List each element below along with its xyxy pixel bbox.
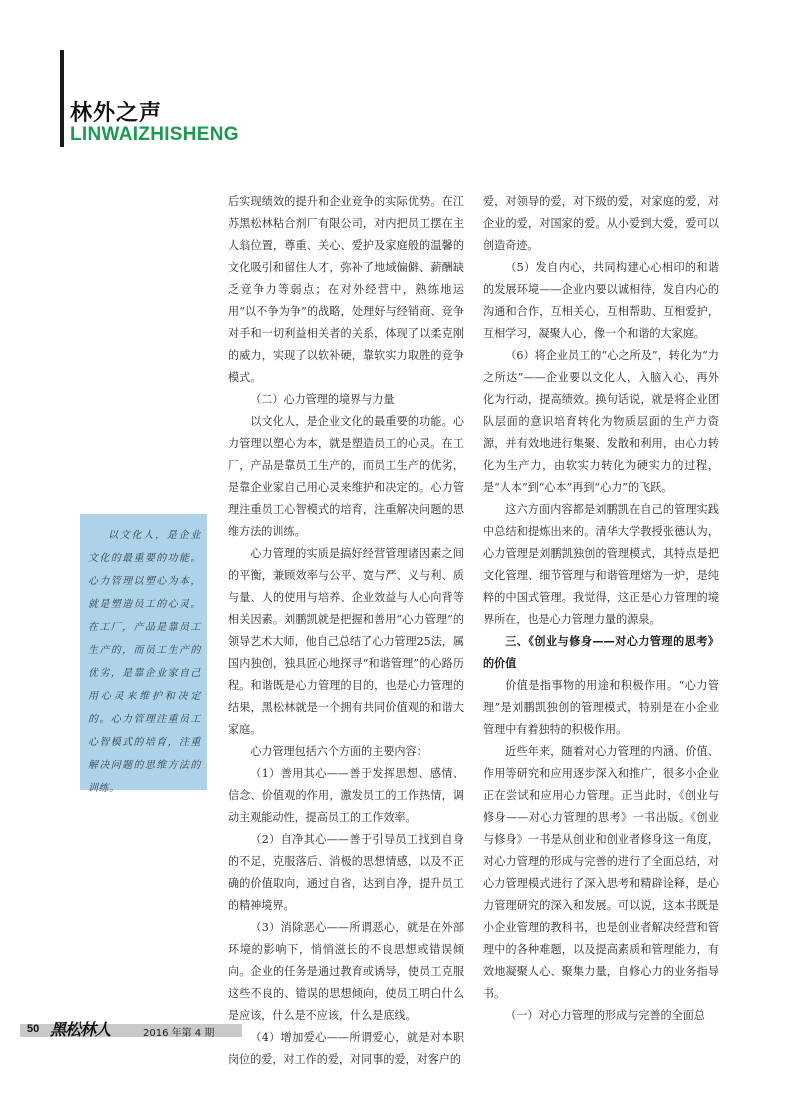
section-title: 林外之声 bbox=[70, 101, 163, 126]
list-item: （6）将企业员工的“心之所及”，转化为“力之所达”——企业要以文化人，入脑入心，再外化为行动，提高绩效。换句话说，就是将企业团队层面的意识培育转化为物质层面的生产力资源，并有效地进行集聚、发散和利用，由心力转化为生产力，由软实力转化为硬实力的过程，是“人本”到“心本”再到“心力”的飞跃。 bbox=[483, 349, 719, 494]
article-column-right bbox=[483, 191, 719, 1027]
subheading: （一）对心力管理的形成与完善的全面总 bbox=[505, 1009, 705, 1022]
section-heading: 三、《创业与修身——对心力管理的思考》的价值 bbox=[483, 635, 719, 670]
paragraph: 爱，对领导的爱，对下级的爱，对家庭的爱，对企业的爱，对国家的爱。从小爱到大爱，爱可以创造奇迹。 bbox=[483, 195, 719, 252]
paragraph: 后实现绩效的提升和企业竞争的实际优势。在江苏黑松林粘合剂厂有限公司，对内把员工摆在主人翁位置，尊重、关心、爱护及家庭般的温馨的文化吸引和留住人才，弥补了地域偏僻、薪酬缺乏竞争力等弱点；在对外经营中，熟练地运用“以不争为争”的战略，处理好与经销商、竞争对手和一切利益相关者的关系，体现了以柔克刚的威力，实现了以软补硬，靠软实力取胜的竞争模式。 bbox=[228, 195, 464, 384]
paragraph: 以文化人，是企业文化的最重要的功能。心力管理以塑心为本，就是塑造员工的心灵。在工厂，产品是靠员工生产的，而员工生产的优劣，是靠企业家自己用心灵来维护和决定的。心力管理注重员工心智模式的培育，注重解决问题的思维方法的训练。 bbox=[228, 415, 464, 538]
paragraph: 价值是指事物的用途和积极作用。“心力管理”是刘鹏凯独创的管理模式，特别是在小企业管理中有着独特的积极作用。 bbox=[483, 679, 719, 736]
list-item: （4）增加爱心——所谓爱心，就是对本职岗位的爱，对工作的爱，对同事的爱，对客户的 bbox=[228, 1031, 464, 1066]
list-item: （2）自净其心——善于引导员工找到自身的不足，克服落后、消极的思想情感，以及不正确的价值取向，通过自省，达到自净，提升员工的精神境界。 bbox=[228, 833, 464, 912]
article-column-middle bbox=[228, 191, 464, 1071]
list-item: （3）消除恶心——所谓恶心，就是在外部环境的影响下，悄悄滋长的不良思想或错误倾向。企业的任务是通过教育或诱导，使员工克服这些不良的、错误的思想倾向，使员工明白什么是应该，什么是不应该，什么是底线。 bbox=[228, 921, 464, 1022]
subheading: （二）心力管理的境界与力量 bbox=[250, 393, 395, 406]
paragraph: 心力管理包括六个方面的主要内容： bbox=[250, 745, 428, 758]
list-item: （5）发自内心，共同构建心心相印的和谐的发展环境——企业内要以诚相待，发自内心的沟通和合作，互相关心，互相帮助、互相爱护，互相学习，凝聚人心，像一个和谐的大家庭。 bbox=[483, 261, 719, 340]
page-number: 50 bbox=[27, 1023, 40, 1035]
header-accent-bar bbox=[60, 50, 64, 147]
list-item: （1）善用其心——善于发挥思想、感情、信念、价值观的作用，激发员工的工作热情，调动主观能动性，提高员工的工作效率。 bbox=[228, 767, 464, 824]
paragraph: 近些年来，随着对心力管理的内涵、价值、作用等研究和应用逐步深入和推广，很多小企业正在尝试和应用心力管理。正当此时，《创业与修身——对心力管理的思考》一书出版。《创业与修身》一书是从创业和创业者修身这一角度，对心力管理的形成与完善的进行了全面总结，对心力管理模式进行了深入思考和精辟诠释，是心力管理研究的深入和发展。可以说，这本书既是小企业管理的教科书，也是创业者解决经营和管理中的各种难题，以及提高素质和管理能力，有效地凝聚人心、聚集力量，自修心力的业务指导书。 bbox=[483, 745, 719, 1000]
paragraph: 心力管理的实质是搞好经营管理诸因素之间的平衡，兼顾效率与公平、宽与严、义与利、质与量、人的使用与培养、企业效益与人心向背等相关因素。刘鹏凯就是把握和善用“心力管理”的领导艺术大师，他自己总结了心力管理25法，属国内独创，独具匠心地探寻“和谐管理”的心路历程。和谐既是心力管理的目的，也是心力管理的结果，黑松林就是一个拥有共同价值观的和谐大家庭。 bbox=[228, 547, 464, 736]
issue-label: 2016 年第 4 期 bbox=[143, 1028, 215, 1039]
pull-quote: 以文化人，是企业文化的最重要的功能。心力管理以塑心为本，就是塑造员工的心灵。在工厂，产品是靠员工生产的，而员工生产的优劣，是靠企业家自己用心灵来维护和决定的。心力管理注重员工心智模式的培育，注重解决问题的思维方法的训练。 bbox=[80, 514, 207, 790]
magazine-logo: 黑松林人 bbox=[50, 1020, 111, 1039]
paragraph: 这六方面内容都是刘鹏凯在自己的管理实践中总结和提炼出来的。清华大学教授张德认为，心力管理是刘鹏凯独创的管理模式，其特点是把文化管理、细节管理与和谐管理熔为一炉，是纯粹的中国式管理。我觉得，这正是心力管理的境界所在，也是心力管理力量的源泉。 bbox=[483, 503, 719, 626]
section-subtitle: LINWAIZHISHENG bbox=[70, 124, 239, 145]
